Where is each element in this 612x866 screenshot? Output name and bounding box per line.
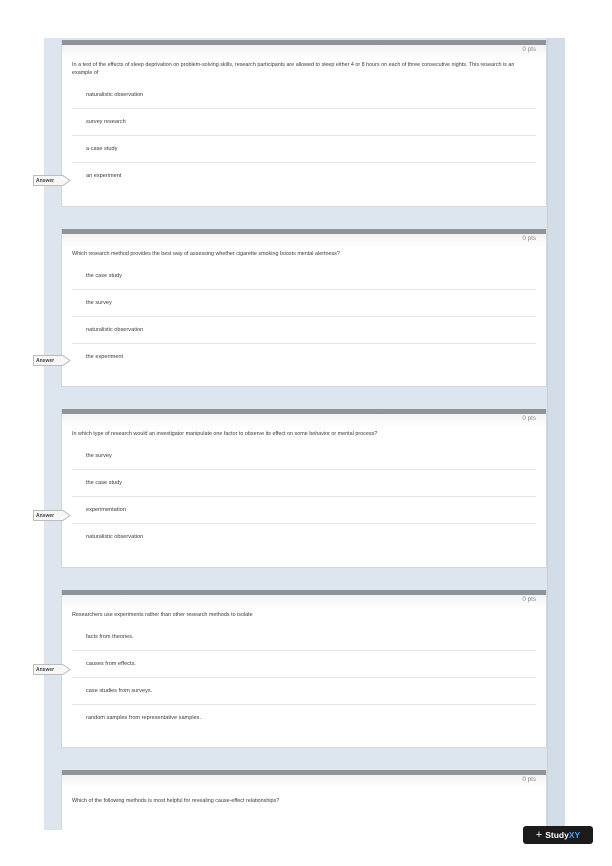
question-card <box>61 409 547 568</box>
answer-option-correct[interactable] <box>72 343 536 370</box>
answer-option-label: the survey <box>86 453 112 459</box>
studyxy-logo[interactable] <box>523 826 593 844</box>
answer-label: Answer <box>36 512 55 519</box>
question-header <box>62 590 546 609</box>
answer-option-label: naturalistic observation <box>86 534 144 540</box>
question-header <box>62 229 546 248</box>
answer-option-label: naturalistic observation <box>86 327 144 333</box>
question-header <box>62 409 546 428</box>
question-points: 0 pts <box>522 776 536 783</box>
question-card <box>61 229 547 387</box>
answer-label: Answer <box>36 177 55 184</box>
answer-option[interactable] <box>72 677 536 704</box>
question-text: Which of the following methods is most helpful for revealing cause-effect relationships? <box>72 798 280 804</box>
question-text: Researchers use experiments rather than other research methods to isolate <box>72 612 253 618</box>
question-text: In which type of research would an investigator manipulate one factor to observe its effect on some behavior or mental process? <box>72 431 378 437</box>
answer-option-label: the case study <box>86 273 123 279</box>
answer-option[interactable] <box>72 469 536 496</box>
answer-option[interactable] <box>72 624 536 650</box>
question-header <box>62 40 546 59</box>
answer-option-label: naturalistic observation <box>86 92 144 98</box>
answer-option-label: random samples from representative samples. <box>86 715 202 721</box>
page-scroll-rail[interactable] <box>547 38 565 830</box>
answer-option-correct[interactable] <box>72 162 536 189</box>
answer-option-label: experimentation <box>86 507 126 513</box>
brand-suffix: XY <box>568 830 581 840</box>
answer-label: Answer <box>36 357 55 364</box>
answer-list <box>72 82 536 189</box>
correct-answer-marker <box>33 664 71 675</box>
question-points: 0 pts <box>522 235 536 242</box>
answer-option-label: the case study <box>86 480 123 486</box>
brand-name: Study <box>545 830 569 840</box>
correct-answer-marker <box>33 175 71 186</box>
question-text: In a test of the effects of sleep deprivation on problem-solving skills, research participants are allowed to sleep either 4 or 8 hours on each of three consecutive nights. This research is an example of <box>72 62 515 76</box>
answer-option[interactable] <box>72 289 536 316</box>
answer-list <box>72 624 536 731</box>
answer-option[interactable] <box>72 135 536 162</box>
question-header <box>62 770 546 789</box>
question-points: 0 pts <box>522 596 536 603</box>
answer-option-label: survey research <box>86 119 126 125</box>
answer-option-label: an experiment <box>86 173 122 179</box>
answer-option-correct[interactable] <box>72 496 536 523</box>
correct-answer-marker <box>33 355 71 366</box>
answer-option-correct[interactable] <box>72 650 536 677</box>
answer-option[interactable] <box>72 263 536 289</box>
answer-option[interactable] <box>72 108 536 135</box>
answer-option[interactable] <box>72 704 536 731</box>
answer-list <box>72 443 536 550</box>
answer-option-label: the experiment <box>86 354 124 360</box>
question-points: 0 pts <box>522 46 536 53</box>
question-points: 0 pts <box>522 415 536 422</box>
question-card <box>61 590 547 748</box>
answer-option[interactable] <box>72 316 536 343</box>
plus-icon: + <box>535 828 543 841</box>
question-text: Which research method provides the best way of assessing whether cigarette smoking boosts mental alertness? <box>72 251 340 257</box>
answer-list <box>72 263 536 370</box>
question-card <box>61 770 547 830</box>
answer-option-label: facts from theories. <box>86 634 134 640</box>
answer-option-label: causes from effects. <box>86 661 136 667</box>
question-card <box>61 40 547 207</box>
answer-label: Answer <box>36 666 55 673</box>
answer-option[interactable] <box>72 443 536 469</box>
answer-option[interactable] <box>72 82 536 108</box>
answer-option[interactable] <box>72 523 536 550</box>
answer-option-label: case studies from surveys. <box>86 688 153 694</box>
correct-answer-marker <box>33 510 71 521</box>
answer-option-label: the survey <box>86 300 112 306</box>
answer-option-label: a case study <box>86 146 118 152</box>
